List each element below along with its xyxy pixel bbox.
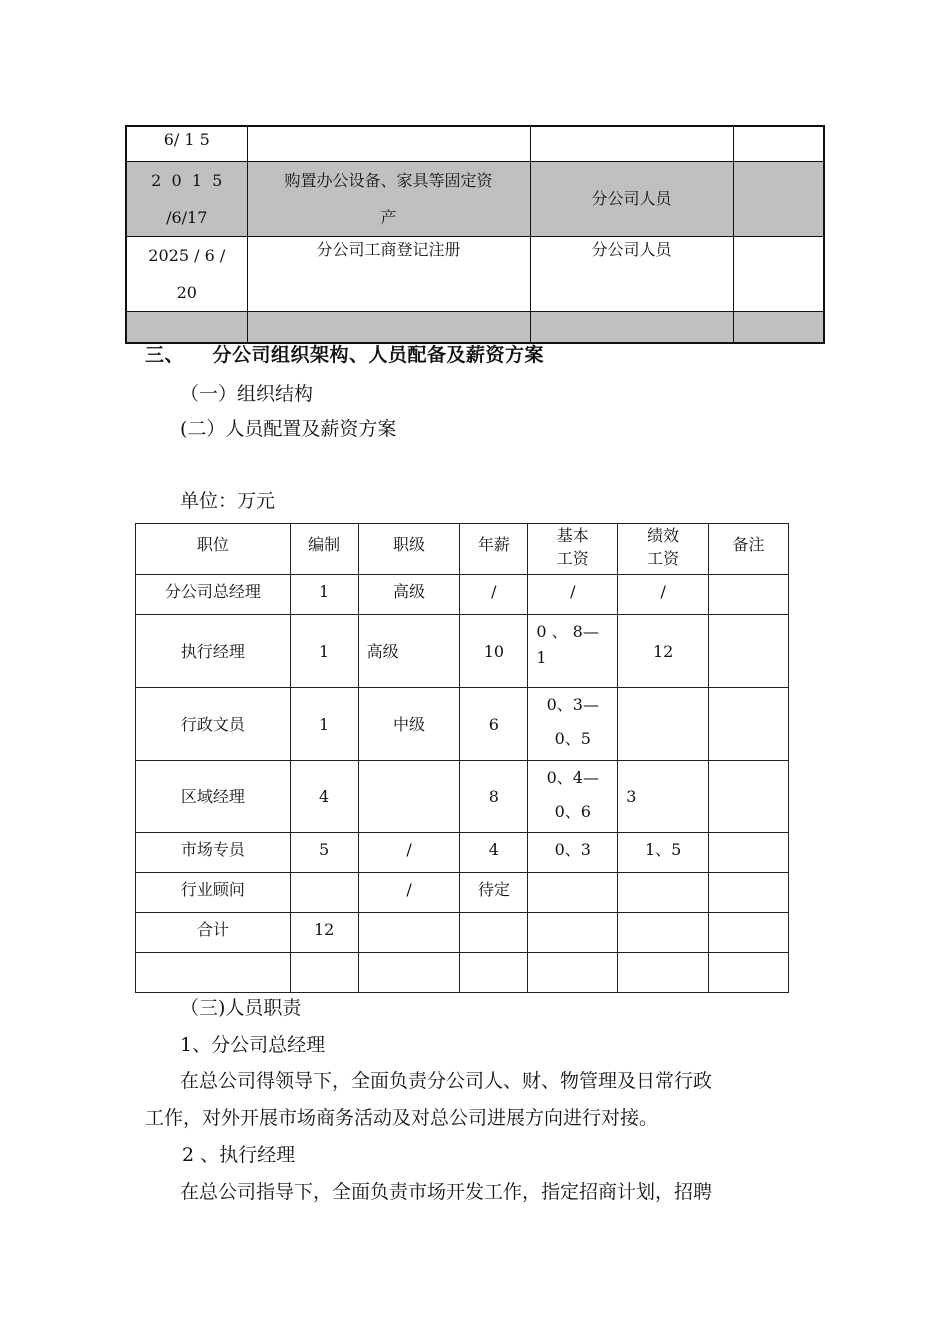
cell-perf bbox=[618, 953, 709, 993]
schedule-note bbox=[733, 311, 824, 343]
cell-count: 12 bbox=[290, 913, 358, 953]
cell-base-line2: 0、5 bbox=[554, 729, 591, 748]
cell-base: 0、3 bbox=[528, 833, 618, 873]
cell-level bbox=[358, 953, 460, 993]
cell-base-line1: 0、4— bbox=[546, 768, 599, 787]
cell-base-line2: 1 bbox=[536, 648, 547, 667]
cell-annual bbox=[460, 913, 528, 953]
duty-text-line: 在总公司指导下，全面负责市场开发工作，指定招商计划，招聘 bbox=[180, 1181, 713, 1203]
cell-annual: 4 bbox=[460, 833, 528, 873]
cell-base bbox=[528, 615, 618, 688]
cell-perf: 1、5 bbox=[618, 833, 709, 873]
schedule-task bbox=[247, 161, 530, 236]
schedule-owner bbox=[530, 126, 733, 161]
schedule-date bbox=[126, 311, 247, 343]
header-base-salary bbox=[528, 524, 618, 575]
schedule-note bbox=[733, 236, 824, 311]
subsection-title: (二）人员配置及薪资方案 bbox=[180, 418, 397, 440]
cell-note bbox=[709, 688, 789, 761]
cell-level: 高级 bbox=[358, 615, 460, 688]
header-count: 编制 bbox=[290, 524, 358, 575]
table-row bbox=[136, 833, 789, 873]
cell-annual: 待定 bbox=[460, 873, 528, 913]
schedule-table bbox=[125, 125, 825, 344]
schedule-date-line1: 2025 / 6 / bbox=[148, 245, 226, 265]
schedule-task-line1: 购置办公设备、家具等固定资 bbox=[284, 170, 493, 190]
header-perf-line2: 工资 bbox=[647, 549, 680, 568]
cell-base-line1: 0 、 8— bbox=[536, 622, 599, 641]
table-row bbox=[136, 761, 789, 833]
schedule-note bbox=[733, 161, 824, 236]
table-row bbox=[136, 873, 789, 913]
cell-level: / bbox=[358, 833, 460, 873]
salary-table bbox=[135, 523, 789, 993]
subsection-title: （一）组织结构 bbox=[180, 383, 314, 405]
schedule-task-line2: 产 bbox=[380, 207, 397, 227]
schedule-owner bbox=[530, 311, 733, 343]
cell-perf: 12 bbox=[618, 615, 709, 688]
cell-level: / bbox=[358, 873, 460, 913]
duty-text-line: 工作，对外开展市场商务活动及对总公司进展方向进行对接。 bbox=[145, 1107, 659, 1129]
duty-title-general-manager: 1、分公司总经理 bbox=[180, 1034, 326, 1056]
schedule-task bbox=[247, 126, 530, 161]
cell-base bbox=[528, 953, 618, 993]
cell-annual: / bbox=[460, 575, 528, 615]
header-note: 备注 bbox=[709, 524, 789, 575]
cell-note bbox=[709, 913, 789, 953]
cell-base-line1: 0、3— bbox=[546, 695, 599, 714]
header-base-line2: 工资 bbox=[556, 549, 589, 568]
schedule-date-line2: 20 bbox=[176, 282, 197, 302]
schedule-date bbox=[126, 161, 247, 236]
cell-note bbox=[709, 833, 789, 873]
cell-base bbox=[528, 761, 618, 833]
schedule-date: 6/ 1 5 bbox=[126, 126, 247, 161]
cell-level bbox=[358, 761, 460, 833]
cell-position: 分公司总经理 bbox=[136, 575, 291, 615]
cell-note bbox=[709, 615, 789, 688]
cell-perf: 3 bbox=[618, 761, 709, 833]
cell-note bbox=[709, 873, 789, 913]
schedule-task: 分公司工商登记注册 bbox=[247, 236, 530, 311]
cell-level: 高级 bbox=[358, 575, 460, 615]
section-heading: 三、 分公司组织架构、人员配备及薪资方案 bbox=[145, 344, 544, 366]
cell-count: 1 bbox=[290, 575, 358, 615]
table-row bbox=[126, 311, 824, 343]
cell-count: 5 bbox=[290, 833, 358, 873]
table-row bbox=[126, 161, 824, 236]
cell-annual bbox=[460, 953, 528, 993]
cell-count: 1 bbox=[290, 688, 358, 761]
schedule-task bbox=[247, 311, 530, 343]
header-position: 职位 bbox=[136, 524, 291, 575]
cell-position bbox=[136, 953, 291, 993]
header-level: 职级 bbox=[358, 524, 460, 575]
table-row bbox=[136, 913, 789, 953]
schedule-owner: 分公司人员 bbox=[530, 161, 733, 236]
table-header-row bbox=[136, 524, 789, 575]
table-row bbox=[136, 615, 789, 688]
duties-heading: （三)人员职责 bbox=[180, 997, 302, 1019]
cell-base-line2: 0、6 bbox=[554, 802, 591, 821]
cell-base: / bbox=[528, 575, 618, 615]
schedule-date-line2: /6/17 bbox=[166, 207, 208, 227]
header-perf-line1: 绩效 bbox=[647, 526, 680, 545]
cell-position: 执行经理 bbox=[136, 615, 291, 688]
cell-perf bbox=[618, 688, 709, 761]
cell-position: 合计 bbox=[136, 913, 291, 953]
cell-annual: 10 bbox=[460, 615, 528, 688]
cell-position: 市场专员 bbox=[136, 833, 291, 873]
table-row bbox=[136, 575, 789, 615]
header-annual: 年薪 bbox=[460, 524, 528, 575]
cell-perf: / bbox=[618, 575, 709, 615]
cell-base bbox=[528, 873, 618, 913]
cell-count: 1 bbox=[290, 615, 358, 688]
cell-note bbox=[709, 575, 789, 615]
cell-annual: 8 bbox=[460, 761, 528, 833]
schedule-date-line1: 2 0 1 5 bbox=[151, 170, 223, 190]
cell-note bbox=[709, 761, 789, 833]
schedule-date bbox=[126, 236, 247, 311]
unit-label: 单位：万元 bbox=[180, 490, 276, 512]
table-row bbox=[126, 236, 824, 311]
duty-text-line: 在总公司得领导下，全面负责分公司人、财、物管理及日常行政 bbox=[180, 1070, 713, 1092]
cell-count bbox=[290, 953, 358, 993]
cell-level: 中级 bbox=[358, 688, 460, 761]
table-row bbox=[126, 126, 824, 161]
cell-position: 行业顾问 bbox=[136, 873, 291, 913]
cell-position: 行政文员 bbox=[136, 688, 291, 761]
cell-count: 4 bbox=[290, 761, 358, 833]
schedule-owner: 分公司人员 bbox=[530, 236, 733, 311]
cell-perf bbox=[618, 913, 709, 953]
schedule-note bbox=[733, 126, 824, 161]
cell-annual: 6 bbox=[460, 688, 528, 761]
cell-level bbox=[358, 913, 460, 953]
cell-base bbox=[528, 688, 618, 761]
header-perf-salary bbox=[618, 524, 709, 575]
duty-title-executive-manager: 2 、执行经理 bbox=[182, 1144, 296, 1166]
cell-position: 区域经理 bbox=[136, 761, 291, 833]
table-row bbox=[136, 688, 789, 761]
cell-perf bbox=[618, 873, 709, 913]
cell-count bbox=[290, 873, 358, 913]
cell-note bbox=[709, 953, 789, 993]
table-row bbox=[136, 953, 789, 993]
cell-base bbox=[528, 913, 618, 953]
header-base-line1: 基本 bbox=[556, 526, 589, 545]
